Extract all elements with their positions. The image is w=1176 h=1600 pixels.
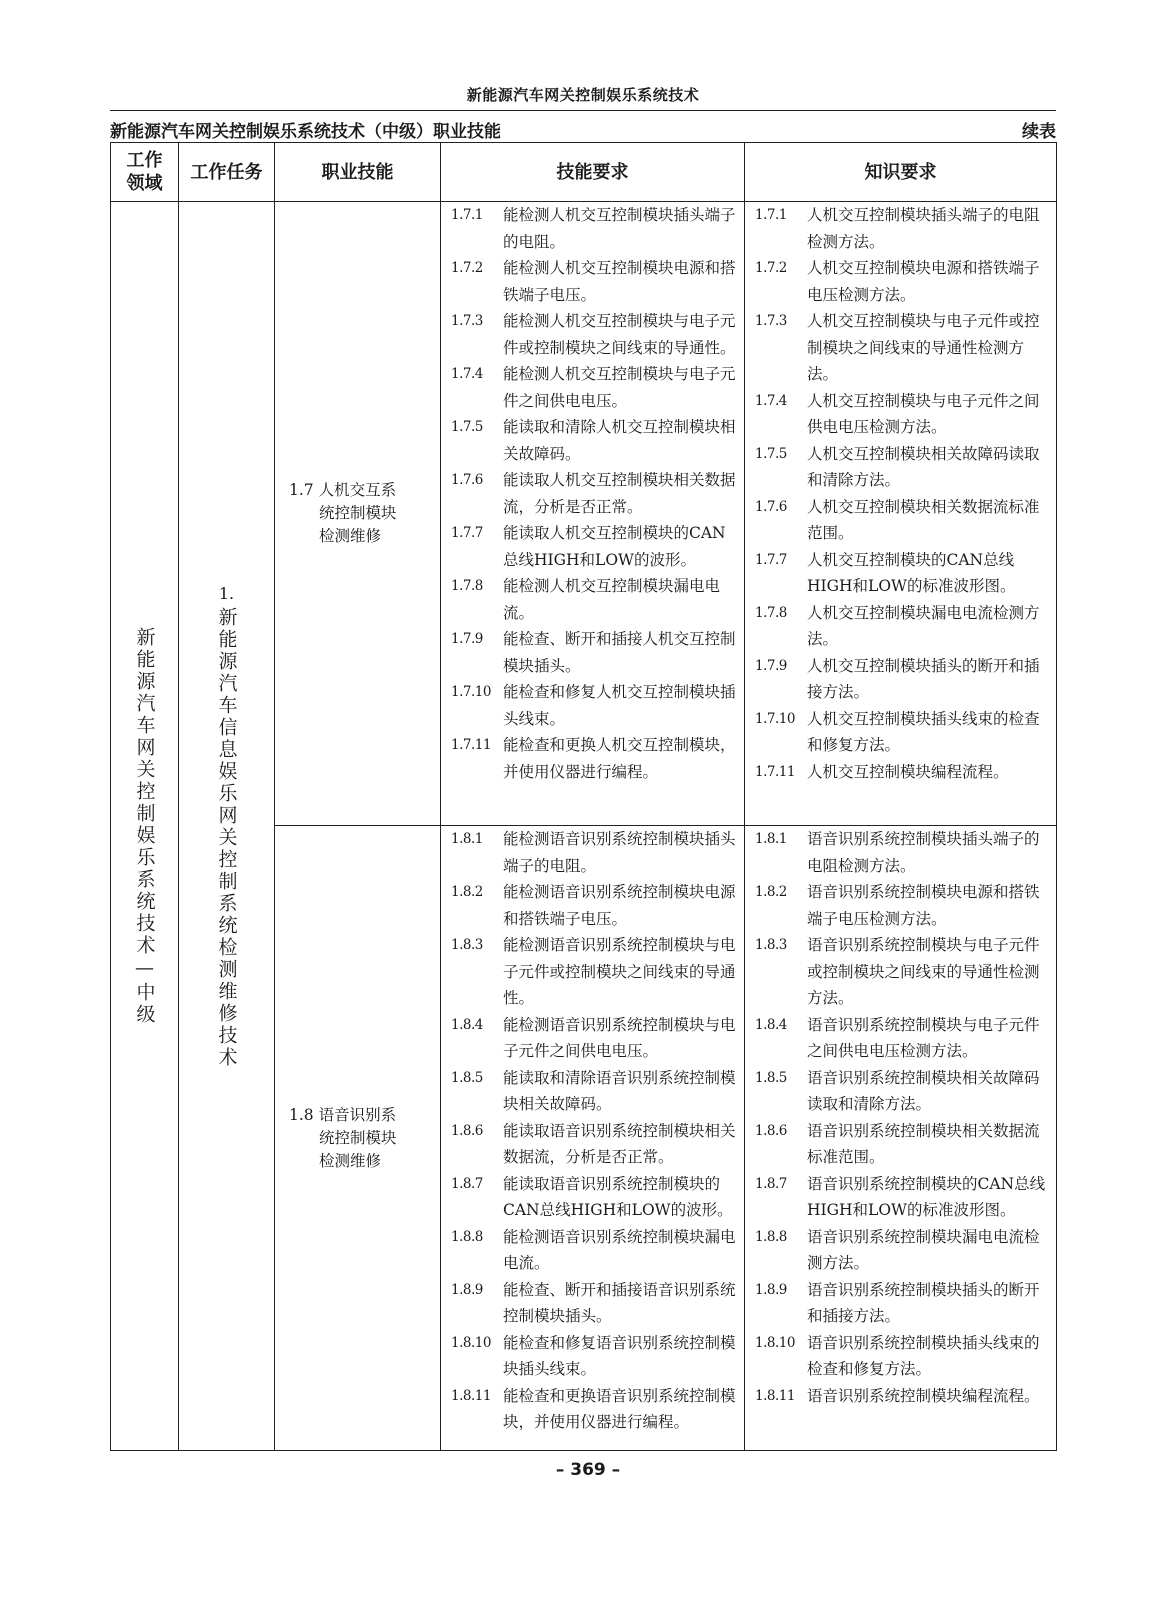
item-text: 能检查和更换人机交互控制模块，并使用仪器进行编程。 — [503, 736, 736, 781]
item-text: 语音识别系统控制模块与电子元件之间供电电压检测方法。 — [807, 1015, 1040, 1060]
item-text: 能读取语音识别系统控制模块相关数据流，分析是否正常。 — [503, 1121, 736, 1166]
item-text: 人机交互控制模块电源和搭铁端子电压检测方法。 — [807, 259, 1040, 304]
item-number: 1.7.4 — [451, 366, 483, 382]
list-item — [441, 255, 744, 308]
item-text: 能检测人机交互控制模块与电子元件或控制模块之间线束的导通性。 — [503, 312, 736, 357]
item-number: 1.7.8 — [755, 604, 787, 621]
item-text: 能检测语音识别系统控制模块与电子元件之间供电电压。 — [503, 1015, 736, 1060]
list-item — [441, 626, 744, 679]
item-number: 1.8.1 — [755, 831, 787, 847]
item-text: 语音识别系统控制模块插头线束的检查和修复方法。 — [807, 1333, 1040, 1378]
table-row — [111, 202, 1057, 826]
item-number: 1.7.2 — [451, 260, 483, 276]
item-text: 人机交互控制模块与电子元件之间供电电压检测方法。 — [807, 391, 1040, 436]
requirements-cell — [441, 202, 745, 826]
item-text: 语音识别系统控制模块相关数据流标准范围。 — [807, 1121, 1040, 1166]
list-item — [441, 573, 744, 626]
item-number: 1.8.10 — [755, 1334, 795, 1351]
item-number: 1.7.9 — [451, 631, 483, 647]
list-item — [745, 255, 1056, 308]
item-number: 1.7.6 — [755, 498, 787, 515]
item-number: 1.8.6 — [755, 1122, 787, 1139]
item-text: 能检测人机交互控制模块漏电电流。 — [503, 577, 721, 622]
knowledge-cell — [745, 202, 1057, 826]
item-text: 能检测语音识别系统控制模块插头端子的电阻。 — [503, 830, 736, 875]
column-header-skill: 职业技能 — [275, 143, 441, 202]
item-number: 1.7.8 — [451, 578, 483, 594]
list-item — [441, 1118, 744, 1171]
continued-label: 续表 — [1022, 122, 1056, 142]
item-text: 语音识别系统控制模块漏电电流检测方法。 — [807, 1227, 1040, 1272]
item-number: 1.7.11 — [451, 737, 491, 753]
work-field-cell — [111, 202, 179, 1451]
item-number: 1.7.10 — [755, 710, 795, 727]
item-number: 1.8.11 — [755, 1387, 795, 1404]
item-number: 1.7.10 — [451, 684, 491, 700]
item-text: 人机交互控制模块插头端子的电阻检测方法。 — [807, 206, 1040, 251]
list-item — [441, 826, 744, 879]
list-item — [745, 1012, 1056, 1065]
item-number: 1.8.6 — [451, 1122, 483, 1139]
item-number: 1.7.9 — [755, 657, 787, 674]
list-item — [441, 361, 744, 414]
item-number: 1.7.3 — [755, 313, 787, 329]
list-item — [441, 202, 744, 255]
list-item — [745, 600, 1056, 653]
skill-name-line — [275, 1104, 440, 1127]
item-text: 能检测人机交互控制模块电源和搭铁端子电压。 — [503, 259, 736, 304]
item-text: 语音识别系统控制模块与电子元件或控制模块之间线束的导通性检测方法。 — [807, 936, 1040, 1007]
skill-name-line: 检测维修 — [319, 1151, 382, 1170]
item-number: 1.8.2 — [451, 884, 483, 900]
list-item — [745, 759, 1056, 786]
item-text: 能检查和更换语音识别系统控制模块，并使用仪器进行编程。 — [503, 1386, 736, 1431]
list-item — [441, 879, 744, 932]
item-number: 1.8.7 — [451, 1175, 483, 1192]
item-number: 1.8.8 — [451, 1228, 483, 1245]
item-text: 能检测语音识别系统控制模块漏电电流。 — [503, 1227, 736, 1272]
list-item — [441, 414, 744, 467]
column-header-work-task: 工作任务 — [179, 143, 275, 202]
list-item — [441, 1171, 744, 1224]
list-item — [745, 1277, 1056, 1330]
column-header-work-field: 工作领域 — [111, 143, 179, 202]
list-item — [441, 520, 744, 573]
requirements-cell — [441, 826, 745, 1451]
work-task-text: 新能源汽车信息娱乐网关控制系统检测维修技术 — [215, 606, 238, 1069]
item-text: 能读取和清除语音识别系统控制模块相关故障码。 — [503, 1068, 736, 1113]
item-text: 人机交互控制模块的CAN总线HIGH和LOW的标准波形图。 — [807, 550, 1016, 595]
item-text: 能读取人机交互控制模块的CAN总线HIGH和LOW的波形。 — [503, 524, 726, 569]
item-text: 语音识别系统控制模块的CAN总线HIGH和LOW的标准波形图。 — [807, 1174, 1046, 1219]
item-number: 1.8.9 — [755, 1281, 787, 1298]
page-number: – 369 – — [555, 1460, 621, 1480]
item-number: 1.7.4 — [755, 392, 787, 409]
item-number: 1.7.7 — [755, 551, 787, 568]
item-number: 1.8.10 — [451, 1334, 491, 1351]
list-item — [745, 826, 1056, 879]
item-text: 人机交互控制模块与电子元件或控制模块之间线束的导通性检测方法。 — [807, 312, 1040, 383]
list-item — [745, 1065, 1056, 1118]
column-header-skill-requirements: 技能要求 — [441, 143, 745, 202]
list-item — [441, 932, 744, 1012]
skill-name-line — [275, 479, 440, 502]
table-header-row — [111, 143, 1057, 202]
skill-code: 1.7 — [289, 481, 314, 499]
list-item — [441, 1383, 744, 1436]
item-number: 1.8.9 — [451, 1281, 483, 1298]
list-item — [745, 202, 1056, 255]
item-text: 能检测人机交互控制模块插头端子的电阻。 — [503, 206, 736, 251]
item-text: 人机交互控制模块插头的断开和插接方法。 — [807, 656, 1040, 701]
table-title: 新能源汽车网关控制娱乐系统技术（中级）职业技能 — [110, 122, 501, 142]
list-item — [441, 1277, 744, 1330]
work-field-text: 新能源汽车网关控制娱乐系统技术—中级 — [133, 626, 156, 1026]
item-number: 1.8.1 — [451, 831, 483, 847]
item-number: 1.7.6 — [451, 472, 483, 488]
item-text: 能检查和修复语音识别系统控制模块插头线束。 — [503, 1333, 736, 1378]
item-text: 能检查、断开和插接人机交互控制模块插头。 — [503, 630, 736, 675]
item-number: 1.8.2 — [755, 884, 787, 900]
item-text: 能检测人机交互控制模块与电子元件之间供电电压。 — [503, 365, 736, 410]
list-item — [745, 653, 1056, 706]
item-text: 能读取人机交互控制模块相关数据流，分析是否正常。 — [503, 471, 736, 516]
list-item — [745, 441, 1056, 494]
item-number: 1.8.5 — [451, 1069, 483, 1086]
item-number: 1.8.7 — [755, 1175, 787, 1192]
skills-table — [110, 142, 1057, 1451]
item-text: 人机交互控制模块相关故障码读取和清除方法。 — [807, 444, 1040, 489]
item-text: 语音识别系统控制模块电源和搭铁端子电压检测方法。 — [807, 883, 1040, 928]
list-item — [441, 1012, 744, 1065]
item-text: 语音识别系统控制模块编程流程。 — [807, 1386, 1040, 1405]
item-text: 人机交互控制模块插头线束的检查和修复方法。 — [807, 709, 1040, 754]
work-task-cell — [179, 202, 275, 1451]
list-item — [441, 1224, 744, 1277]
list-item — [441, 467, 744, 520]
list-item — [441, 308, 744, 361]
list-item — [745, 308, 1056, 388]
item-number: 1.7.5 — [755, 445, 787, 462]
item-text: 语音识别系统控制模块相关故障码读取和清除方法。 — [807, 1068, 1040, 1113]
skill-name-line: 统控制模块 — [319, 504, 397, 522]
item-text: 能检测语音识别系统控制模块与电子元件或控制模块之间线束的导通性。 — [503, 936, 736, 1007]
skill-cell — [275, 202, 441, 826]
item-text: 语音识别系统控制模块插头的断开和插接方法。 — [807, 1280, 1040, 1325]
skill-name-text: 人机交互系 — [318, 481, 397, 499]
item-text: 人机交互控制模块编程流程。 — [807, 762, 1009, 781]
list-item — [441, 679, 744, 732]
item-number: 1.8.3 — [451, 937, 483, 953]
item-number: 1.7.5 — [451, 419, 483, 435]
header-divider — [110, 110, 1056, 111]
item-text: 能读取语音识别系统控制模块的CAN总线HIGH和LOW的波形。 — [503, 1174, 733, 1219]
running-header: 新能源汽车网关控制娱乐系统技术 — [466, 86, 700, 104]
work-task-number: 1. — [218, 583, 235, 603]
list-item — [745, 547, 1056, 600]
list-item — [745, 1383, 1056, 1410]
list-item — [745, 1118, 1056, 1171]
list-item — [441, 732, 744, 785]
list-item — [441, 1065, 744, 1118]
list-item — [745, 932, 1056, 1012]
item-number: 1.8.3 — [755, 937, 787, 953]
item-number: 1.7.3 — [451, 313, 483, 329]
list-item — [745, 1171, 1056, 1224]
item-number: 1.8.5 — [755, 1069, 787, 1086]
list-item — [745, 706, 1056, 759]
knowledge-cell — [745, 826, 1057, 1451]
list-item — [745, 1330, 1056, 1383]
item-number: 1.7.1 — [755, 207, 787, 223]
skill-code: 1.8 — [289, 1105, 314, 1124]
item-text: 能检测语音识别系统控制模块电源和搭铁端子电压。 — [503, 883, 736, 928]
item-number: 1.7.11 — [755, 763, 795, 780]
list-item — [745, 494, 1056, 547]
column-header-knowledge-requirements: 知识要求 — [745, 143, 1057, 202]
item-number: 1.8.8 — [755, 1228, 787, 1245]
skill-name-line: 统控制模块 — [319, 1128, 397, 1147]
item-text: 能检查和修复人机交互控制模块插头线束。 — [503, 683, 736, 728]
list-item — [745, 388, 1056, 441]
skill-cell — [275, 826, 441, 1451]
item-number: 1.7.7 — [451, 525, 483, 541]
item-text: 能读取和清除人机交互控制模块相关故障码。 — [503, 418, 736, 463]
list-item — [441, 1330, 744, 1383]
item-number: 1.8.4 — [755, 1016, 787, 1033]
skill-name-line: 检测维修 — [319, 527, 382, 545]
item-number: 1.7.2 — [755, 260, 787, 276]
item-text: 人机交互控制模块相关数据流标准范围。 — [807, 497, 1040, 542]
list-item — [745, 1224, 1056, 1277]
item-text: 能检查、断开和插接语音识别系统控制模块插头。 — [503, 1280, 736, 1325]
item-number: 1.7.1 — [451, 207, 483, 223]
item-text: 人机交互控制模块漏电电流检测方法。 — [807, 603, 1040, 648]
item-number: 1.8.11 — [451, 1387, 491, 1404]
item-number: 1.8.4 — [451, 1016, 483, 1033]
item-text: 语音识别系统控制模块插头端子的电阻检测方法。 — [807, 830, 1040, 875]
skill-name-text: 语音识别系 — [318, 1105, 397, 1124]
list-item — [745, 879, 1056, 932]
